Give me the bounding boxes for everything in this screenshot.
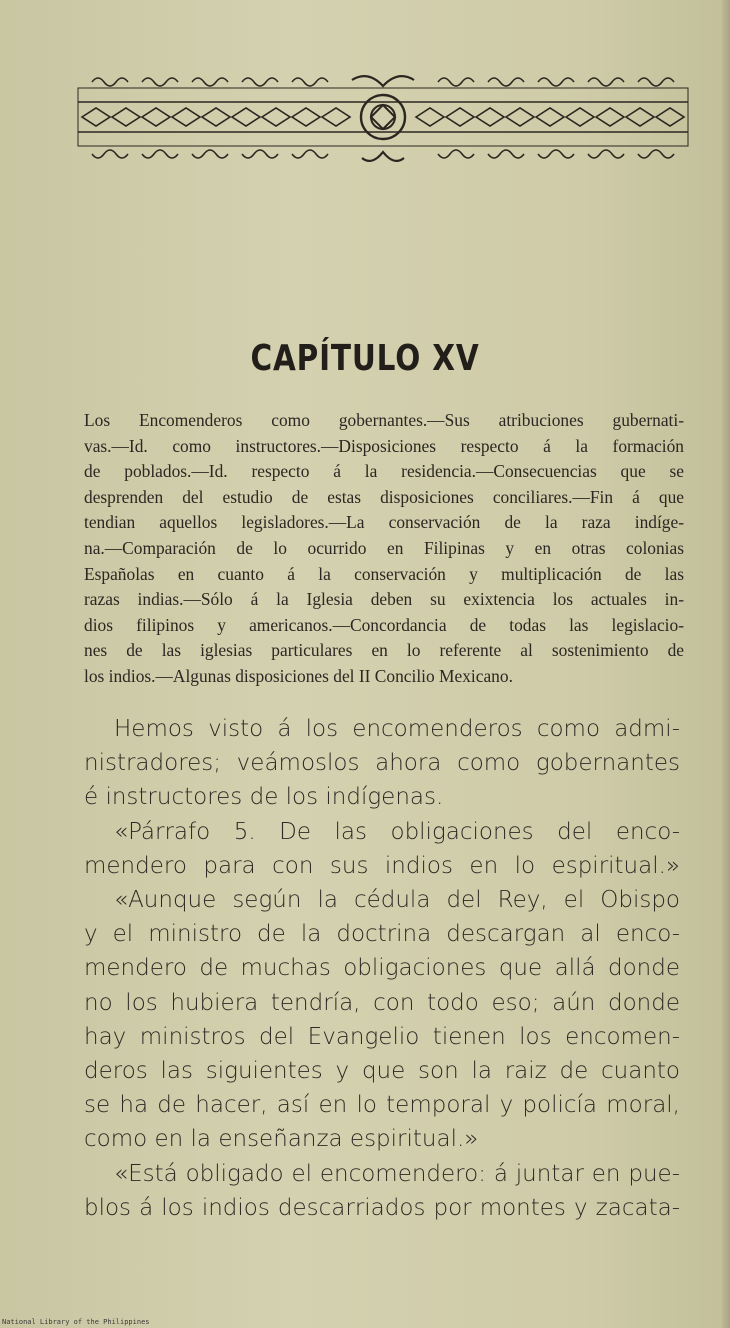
body-line: deros las siguientes y que son la raiz de cuanto bbox=[84, 1058, 680, 1085]
chapter-title: CAPÍTULO XV bbox=[250, 338, 480, 379]
footer-credit: National Library of the Philippines bbox=[2, 1318, 150, 1326]
summary-line: tendian aquellos legisladores.—La conservación de la raza indíge- bbox=[84, 512, 684, 533]
page-edge-shadow bbox=[722, 0, 730, 1328]
body-line: é instructores de los indígenas. bbox=[84, 784, 444, 811]
body-line: nistradores; veámoslos ahora como gobernantes bbox=[84, 750, 680, 777]
body-line: mendero de muchas obligaciones que allá donde bbox=[84, 955, 680, 982]
summary-line: los indios.—Algunas disposiciones del II Concilio Mexicano. bbox=[84, 665, 513, 686]
body-line: «Párrafo 5. De las obligaciones del enco- bbox=[114, 818, 680, 845]
chapter-summary bbox=[84, 408, 684, 690]
decorative-header-ornament bbox=[72, 72, 694, 166]
body-line: no los hubiera tendría, con todo eso; aún donde bbox=[84, 989, 680, 1016]
body-line: y el ministro de la doctrina descargan al enco- bbox=[84, 921, 680, 948]
body-line: mendero para con sus indios en lo espiritual.» bbox=[84, 852, 680, 879]
body-line: blos á los indios descarriados por montes y zacata- bbox=[84, 1194, 680, 1221]
summary-line: vas.—Id. como instructores.—Disposiciones respecto á la formación bbox=[84, 435, 684, 456]
body-line: se ha de hacer, así en lo temporal y policía moral, bbox=[84, 1092, 680, 1119]
body-line: «Aunque según la cédula del Rey, el Obispo bbox=[114, 887, 680, 914]
summary-line: Españolas en cuanto á la conservación y multiplicación de las bbox=[84, 563, 684, 584]
summary-line: Los Encomenderos como gobernantes.—Sus atribuciones gubernati- bbox=[84, 410, 684, 430]
body-line: hay ministros del Evangelio tienen los encomen- bbox=[84, 1023, 680, 1050]
body-line: como en la enseñanza espiritual.» bbox=[84, 1126, 479, 1153]
body-text bbox=[84, 712, 680, 1225]
summary-line: desprenden del estudio de estas disposiciones conciliares.—Fin á que bbox=[84, 486, 684, 507]
summary-line: razas indias.—Sólo á la Iglesia deben su exixtencia los actuales in- bbox=[84, 589, 684, 610]
summary-line: dios filipinos y americanos.—Concordancia de todas las legislacio- bbox=[84, 614, 684, 635]
summary-line: na.—Comparación de lo ocurrido en Filipinas y en otras colonias bbox=[84, 537, 684, 558]
body-line: Hemos visto á los encomenderos como admi- bbox=[114, 716, 680, 742]
body-line: «Está obligado el encomendero: á juntar en pue- bbox=[114, 1160, 680, 1187]
summary-line: de poblados.—Id. respecto á la residencia.—Consecuencias que se bbox=[84, 461, 684, 482]
summary-line: nes de las iglesias particulares en lo referente al sostenimiento de bbox=[84, 640, 684, 661]
